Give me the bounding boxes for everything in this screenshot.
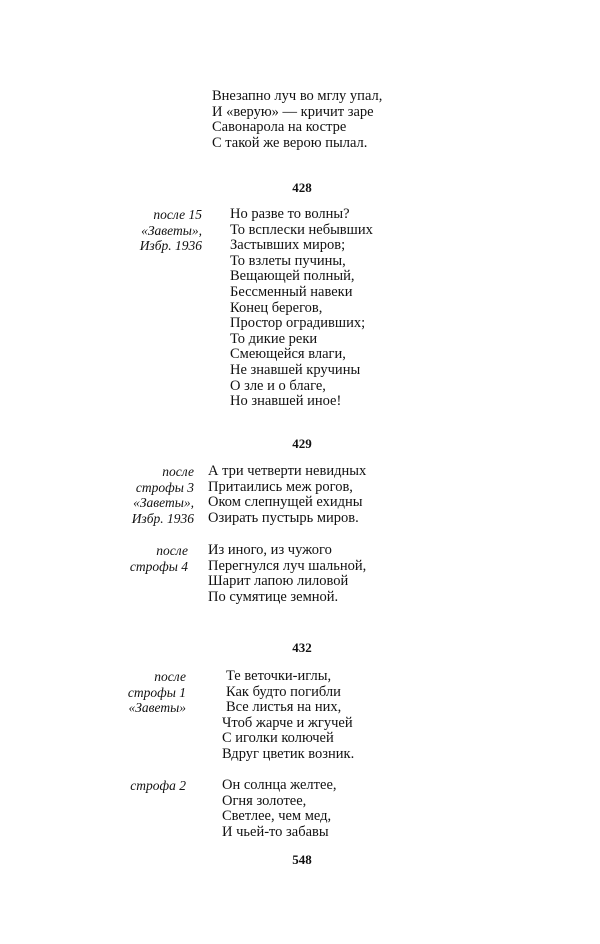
poem-429-text-b — [208, 543, 366, 605]
variant-note-428: после 15 «Заветы», Избр. 1936 — [139, 207, 202, 254]
verse-line: То дикие реки — [230, 330, 318, 347]
verse-line: Простор оградивших; — [230, 315, 366, 332]
verse-line: Внезапно луч во мглу упал, — [212, 88, 383, 104]
intro-stanza — [212, 89, 382, 151]
verse-line: Как будто погибли — [226, 683, 341, 700]
verse-line: Те веточки-иглы, — [226, 668, 332, 684]
verse-line: Вещающей полный, — [230, 268, 355, 285]
verse-line: Шарит лапою лиловой — [208, 573, 349, 590]
poem-429-text-a — [208, 464, 366, 526]
poem-number-428: 428 — [292, 180, 312, 195]
verse-line: Вдруг цветик возник. — [222, 745, 355, 762]
verse-line: Конец берегов, — [230, 299, 323, 316]
verse-line: Но разве то волны? — [230, 206, 350, 222]
verse-line: Из иного, из чужого — [208, 542, 332, 558]
verse-line: И «верую» — кричит заре — [212, 103, 374, 120]
verse-line: Огня золотее, — [222, 792, 307, 809]
variant-note-432-b: строфа 2 — [130, 778, 186, 793]
verse-line: Застывших миров; — [230, 237, 346, 254]
verse-line: С иголки колючей — [222, 730, 334, 747]
page-number: 548 — [292, 852, 312, 867]
variant-note-432-a: после строфы 1 «Заветы» — [127, 669, 186, 716]
verse-line: О зле и о благе, — [230, 377, 326, 394]
verse-line: Бессменный навеки — [230, 283, 353, 300]
verse-line: Смеющейся влаги, — [230, 346, 346, 363]
verse-line: Озирать пустырь миров. — [208, 509, 359, 526]
verse-line: С такой же верою пылал. — [212, 134, 368, 151]
verse-line: Все листья на них, — [226, 699, 342, 716]
verse-line: Савонарола на костре — [212, 119, 347, 136]
verse-line: Оком слепнущей ехидны — [208, 494, 363, 511]
poem-number-429: 429 — [292, 436, 312, 451]
verse-line: То всплески небывших — [230, 221, 373, 238]
verse-line: Но знавшей иное! — [230, 393, 342, 410]
verse-line: Не знавшей кручины — [230, 361, 361, 378]
verse-line: Он солнца желтее, — [222, 777, 337, 793]
poem-428-text — [230, 207, 373, 410]
variant-note-429-a: после строфы 3 «Заветы», Избр. 1936 — [131, 464, 194, 526]
verse-line: И чьей-то забавы — [222, 823, 329, 840]
verse-line: То взлеты пучины, — [230, 252, 346, 269]
poem-432-text-a — [222, 669, 354, 763]
verse-line: А три четверти невидных — [208, 463, 367, 479]
variant-note-429-b: после строфы 4 — [129, 543, 188, 574]
verse-line: По сумятице земной. — [208, 588, 339, 605]
verse-line: Светлее, чем мед, — [222, 808, 332, 825]
verse-line: Перегнулся луч шальной, — [208, 557, 367, 574]
poem-number-432: 432 — [292, 640, 312, 655]
verse-line: Притаились меж рогов, — [208, 478, 353, 495]
poem-432-text-b — [222, 778, 337, 840]
verse-line: Чтоб жарче и жгучей — [222, 714, 353, 731]
